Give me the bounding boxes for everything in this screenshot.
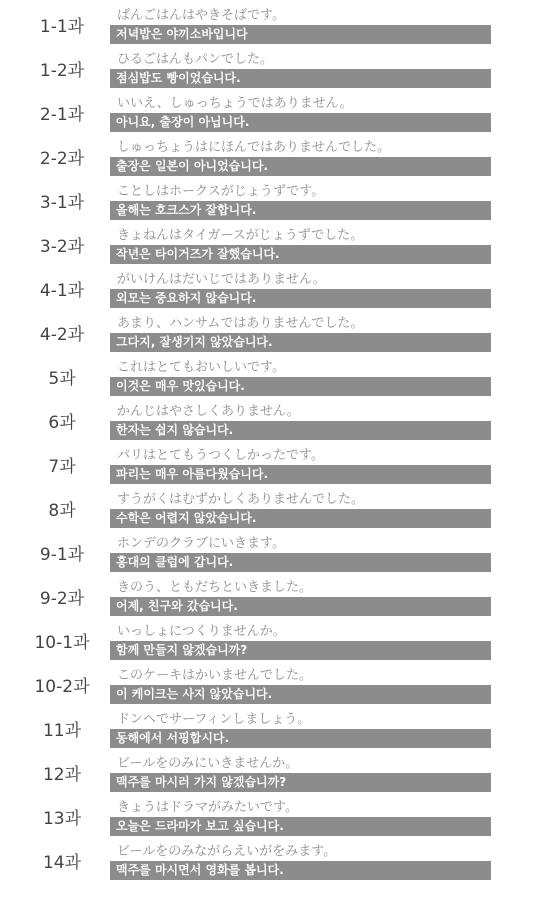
korean-translation: 홍대의 클럽에 갑니다. — [110, 553, 491, 572]
lesson-number: 8과 — [48, 500, 76, 521]
lesson-number: 3-1과 — [39, 192, 85, 213]
japanese-sentence: パリはとてもうつくしかったです。 — [117, 448, 324, 463]
lesson-number: 4-1과 — [39, 280, 85, 301]
lesson-row — [0, 398, 540, 442]
japanese-sentence: ホンデのクラブにいきます。 — [117, 536, 285, 551]
korean-translation: 맥주를 마시면서 영화를 봅니다. — [110, 861, 491, 880]
japanese-sentence: ひるごはんもパンでした。 — [117, 52, 274, 67]
lesson-row — [0, 310, 540, 354]
japanese-sentence: いっしょにつくりませんか。 — [117, 624, 286, 639]
korean-translation: 수학은 어렵지 않았습니다. — [110, 509, 491, 528]
lesson-number: 1-1과 — [39, 16, 85, 37]
lesson-number: 13과 — [42, 808, 82, 829]
lesson-row — [0, 178, 540, 222]
korean-translation: 출장은 일본이 아니었습니다. — [110, 157, 491, 176]
lesson-row — [0, 442, 540, 486]
japanese-sentence: これはとてもおいしいです。 — [117, 360, 285, 375]
korean-translation: 동해에서 서핑합시다. — [110, 729, 491, 748]
japanese-sentence: ばんごはんはやきそばです。 — [117, 8, 285, 23]
lesson-row — [0, 90, 540, 134]
korean-translation: 올해는 호크스가 잘합니다. — [110, 201, 491, 220]
korean-translation: 어제, 친구와 갔습니다. — [110, 597, 491, 616]
lesson-row — [0, 618, 540, 662]
lesson-row — [0, 706, 540, 750]
lesson-row — [0, 134, 540, 178]
japanese-sentence: がいけんはだいじではありません。 — [117, 272, 326, 287]
lesson-number: 5과 — [48, 368, 76, 389]
japanese-sentence: ビールをのみながらえいがをみます。 — [117, 844, 337, 859]
korean-translation: 아니요, 출장이 아닙니다. — [110, 113, 491, 132]
korean-translation: 한자는 쉽지 않습니다. — [110, 421, 491, 440]
japanese-sentence: しゅっちょうはにほんではありませんでした。 — [117, 140, 391, 155]
lesson-number: 2-2과 — [39, 148, 85, 169]
korean-translation: 저녁밥은 야끼소바입니다 — [110, 25, 491, 44]
lesson-number: 1-2과 — [39, 60, 85, 81]
lesson-row — [0, 266, 540, 310]
lesson-number: 6과 — [48, 412, 76, 433]
japanese-sentence: ことしはホークスがじょうずです。 — [117, 184, 325, 199]
lesson-row — [0, 46, 540, 90]
lesson-number: 11과 — [42, 720, 82, 741]
lesson-row — [0, 222, 540, 266]
korean-translation: 외모는 중요하지 않습니다. — [110, 289, 491, 308]
korean-translation: 함께 만들지 않겠습니까? — [110, 641, 491, 660]
lesson-number: 9-1과 — [39, 544, 85, 565]
korean-translation: 이 케이크는 사지 않았습니다. — [110, 685, 491, 704]
korean-translation: 이것은 매우 맛있습니다. — [110, 377, 491, 396]
japanese-sentence: ビールをのみにいきませんか。 — [117, 756, 299, 771]
lesson-row — [0, 530, 540, 574]
lesson-row — [0, 354, 540, 398]
lesson-number: 4-2과 — [39, 324, 85, 345]
korean-translation: 오늘은 드라마가 보고 싶습니다. — [110, 817, 491, 836]
lesson-row — [0, 794, 540, 838]
lesson-row — [0, 574, 540, 618]
lesson-number: 10-1과 — [34, 632, 90, 653]
korean-translation: 맥주를 마시러 가지 않겠습니까? — [110, 773, 491, 792]
lesson-row — [0, 662, 540, 706]
japanese-sentence: このケーキはかいませんでした。 — [117, 668, 313, 683]
japanese-sentence: きのう、ともだちといきました。 — [117, 580, 313, 595]
lesson-number: 9-2과 — [39, 588, 85, 609]
lesson-number: 12과 — [42, 764, 82, 785]
lesson-number: 10-2과 — [34, 676, 90, 697]
lesson-number: 3-2과 — [39, 236, 85, 257]
japanese-sentence: すうがくはむずかしくありませんでした。 — [117, 492, 365, 507]
japanese-sentence: あまり、ハンサムではありませんでした。 — [117, 316, 364, 331]
japanese-sentence: きょねんはタイガースがじょうずでした。 — [117, 228, 364, 243]
korean-translation: 점심밥도 빵이었습니다. — [110, 69, 491, 88]
korean-translation: 작년은 타이거즈가 잘했습니다. — [110, 245, 491, 264]
lesson-row — [0, 750, 540, 794]
japanese-sentence: ドンヘでサーフィンしましょう。 — [117, 712, 311, 727]
lesson-number: 2-1과 — [39, 104, 85, 125]
korean-translation: 그다지, 잘생기지 않았습니다. — [110, 333, 491, 352]
korean-translation: 파리는 매우 아름다웠습니다. — [110, 465, 491, 484]
japanese-sentence: いいえ、しゅっちょうではありません。 — [117, 96, 353, 111]
lesson-number: 14과 — [42, 852, 82, 873]
japanese-sentence: かんじはやさしくありません。 — [117, 404, 300, 419]
lesson-row — [0, 838, 540, 882]
lesson-number: 7과 — [48, 456, 76, 477]
lesson-row — [0, 486, 540, 530]
japanese-sentence: きょうはドラマがみたいです。 — [117, 800, 298, 815]
lesson-row — [0, 2, 540, 46]
